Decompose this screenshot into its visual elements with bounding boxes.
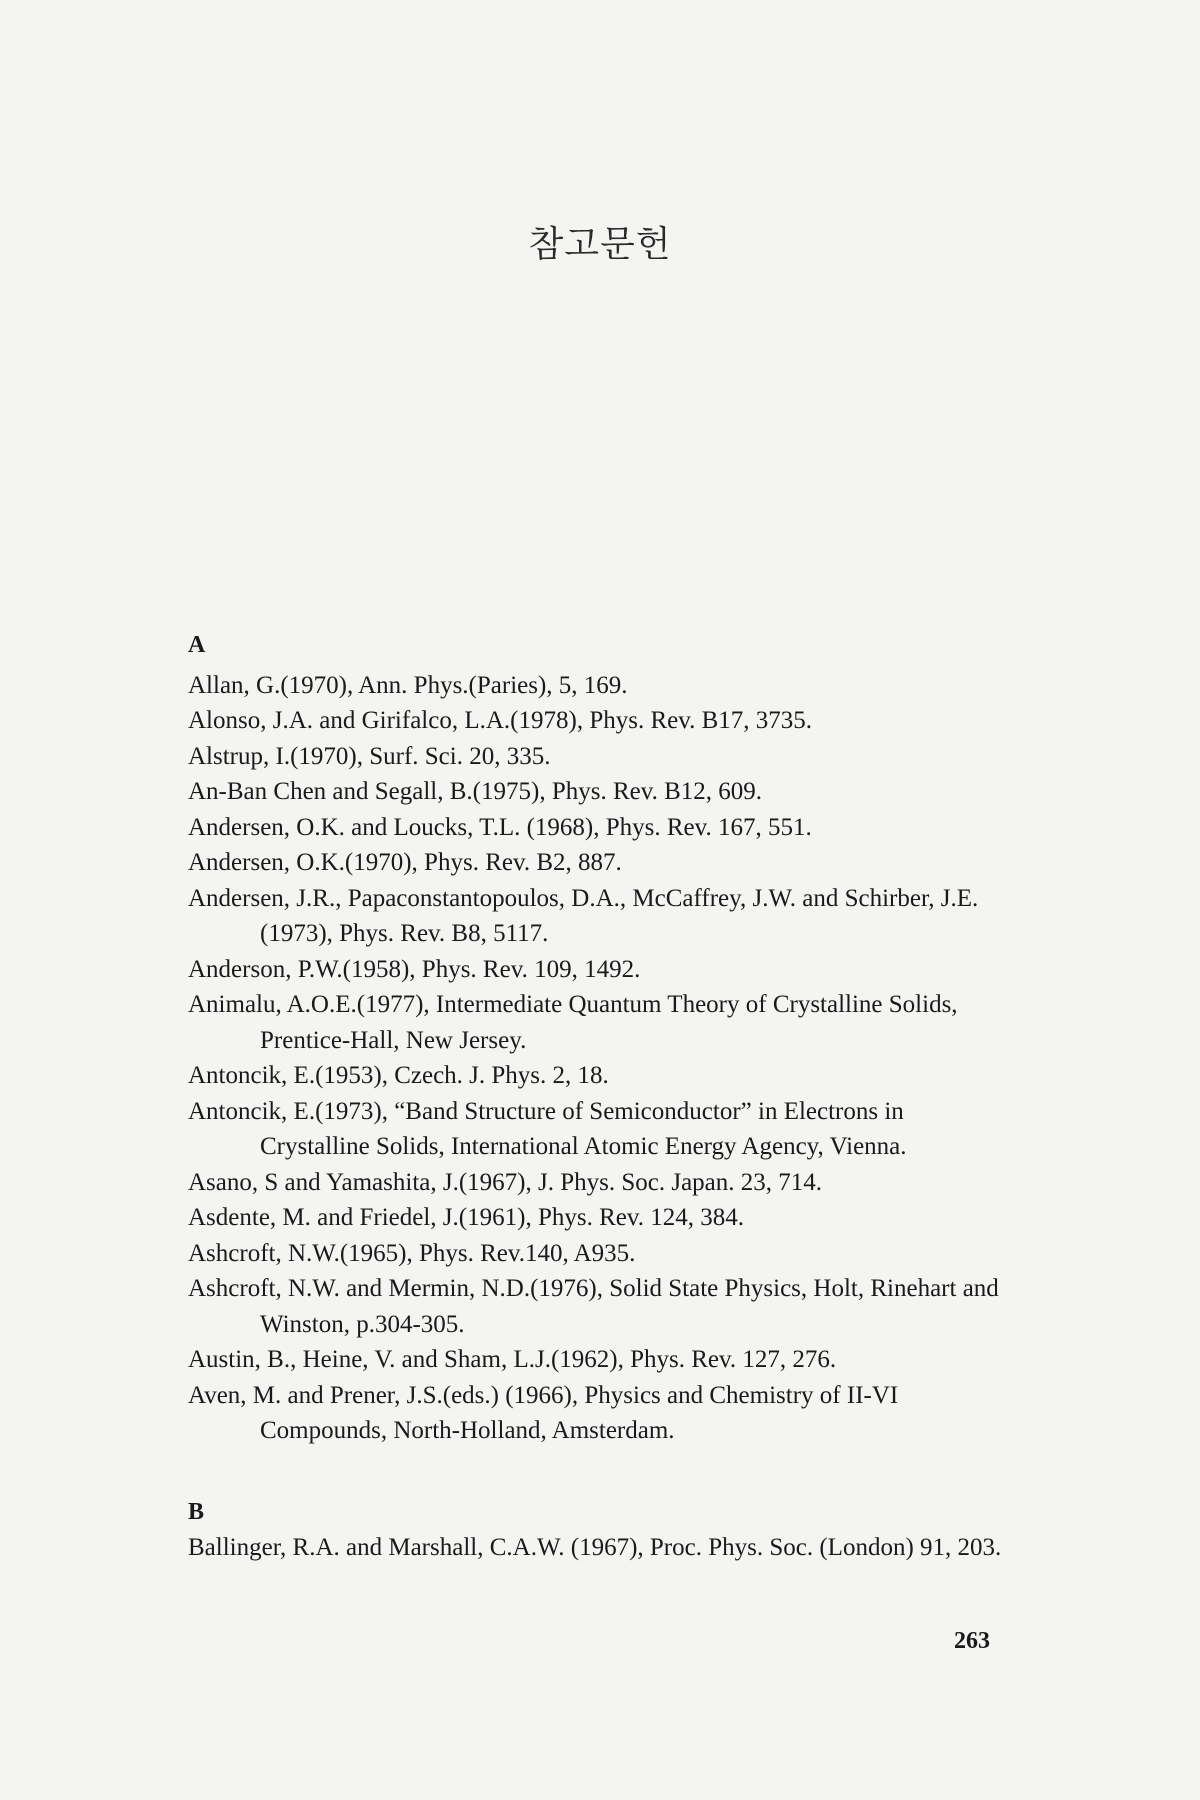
reference-entry: Allan, G.(1970), Ann. Phys.(Paries), 5, 169.: [188, 671, 628, 699]
section-heading-b: B: [188, 1498, 205, 1525]
reference-entry: Andersen, O.K.(1970), Phys. Rev. B2, 887.: [188, 849, 622, 876]
reference-entry: Alstrup, I.(1970), Surf. Sci. 20, 335.: [188, 742, 551, 770]
reference-list: [188, 628, 1018, 1566]
reference-entry: Animalu, A.O.E.(1977), Intermediate Quantum Theory of Crystalline Solids, Prentice-Hall, New Jersey.: [188, 991, 958, 1054]
reference-entry: Asano, S and Yamashita, J.(1967), J. Phys. Soc. Japan. 23, 714.: [188, 1168, 823, 1196]
reference-entry: Antoncik, E.(1973), “Band Structure of Semiconductor” in Electrons in Crystalline Solids, International Atomic Energy Agency, Vienna.: [188, 1097, 907, 1160]
reference-entry: Ballinger, R.A. and Marshall, C.A.W. (1967), Proc. Phys. Soc. (London) 91, 203.: [188, 1534, 1002, 1561]
reference-entry: Anderson, P.W.(1958), Phys. Rev. 109, 1492.: [188, 955, 641, 983]
reference-entry: Ashcroft, N.W.(1965), Phys. Rev.140, A935.: [188, 1239, 636, 1267]
page-title: 참고문헌: [528, 224, 672, 265]
section-b-entries: [188, 1530, 1018, 1566]
reference-entry: Andersen, J.R., Papaconstantopoulos, D.A., McCaffrey, J.W. and Schirber, J.E.(1973), Phys. Rev. B8, 5117.: [188, 884, 979, 947]
reference-entry: Antoncik, E.(1953), Czech. J. Phys. 2, 18.: [188, 1062, 609, 1089]
reference-entry: Alonso, J.A. and Girifalco, L.A.(1978), Phys. Rev. B17, 3735.: [188, 707, 813, 734]
section-a-entries: [188, 668, 1018, 1449]
reference-entry: Ashcroft, N.W. and Mermin, N.D.(1976), Solid State Physics, Holt, Rinehart and Winston, p.304-305.: [188, 1275, 999, 1338]
page-number: 263: [954, 1628, 990, 1654]
reference-entry: Asdente, M. and Friedel, J.(1961), Phys. Rev. 124, 384.: [188, 1204, 744, 1231]
reference-entry: Andersen, O.K. and Loucks, T.L. (1968), Phys. Rev. 167, 551.: [188, 813, 812, 841]
section-heading-a: A: [188, 632, 206, 658]
reference-entry: Austin, B., Heine, V. and Sham, L.J.(1962), Phys. Rev. 127, 276.: [188, 1346, 837, 1373]
reference-entry: An-Ban Chen and Segall, B.(1975), Phys. Rev. B12, 609.: [188, 778, 763, 805]
reference-entry: Aven, M. and Prener, J.S.(eds.) (1966), Physics and Chemistry of II-VI Compounds, North-Holland, Amsterdam.: [188, 1381, 899, 1444]
